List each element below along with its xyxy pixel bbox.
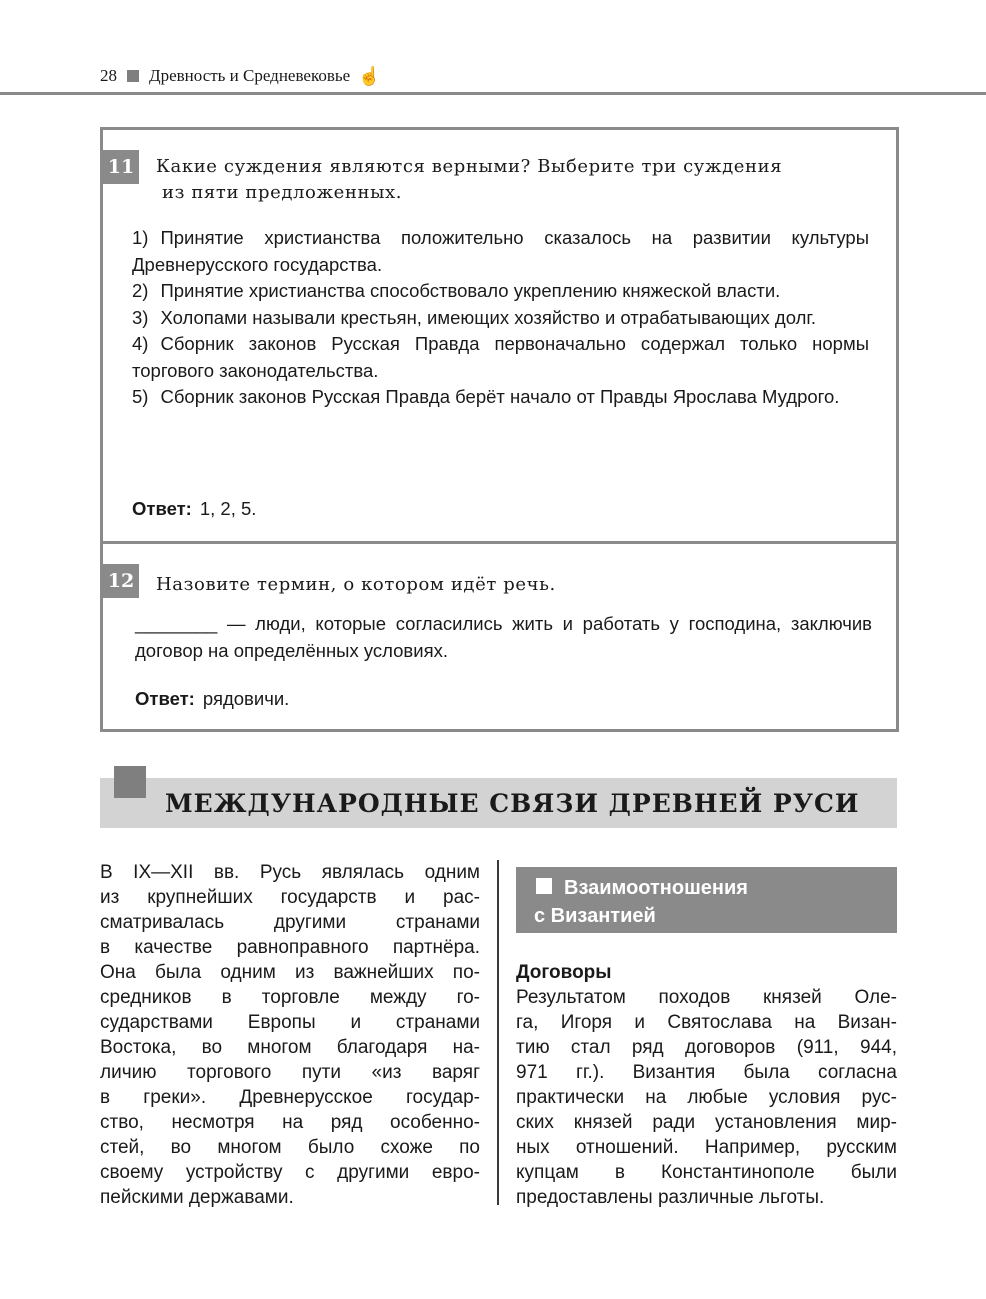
statement-item xyxy=(132,225,869,278)
answer-label: Ответ: xyxy=(135,688,195,709)
text-line: стей, во многом было схоже по xyxy=(100,1137,480,1158)
section-square-icon xyxy=(114,766,146,798)
task-question xyxy=(156,154,856,206)
text-line: ских князей ради установления мир- xyxy=(516,1112,897,1133)
item-text: Сборник законов Русская Правда берёт начало от Правды Ярослава Мудрого. xyxy=(160,386,840,407)
item-text: Принятие христианства положительно сказалось на развитии культуры Древнерусского государства. xyxy=(132,227,869,275)
text-line: ство, несмотря на ряд особенно- xyxy=(100,1112,480,1133)
page-number: 28 xyxy=(100,66,117,85)
text-line: в греки». Древнерусское государ- xyxy=(100,1087,480,1108)
square-marker-icon xyxy=(127,70,139,82)
text-line: сматривалась другими странами xyxy=(100,912,480,933)
text-line: Она была одним из важнейших по- xyxy=(100,962,480,983)
statement-item xyxy=(132,278,869,305)
statement-item xyxy=(132,384,869,411)
question-line-2: из пяти предложенных. xyxy=(162,182,403,203)
answer-label: Ответ: xyxy=(132,498,192,519)
subsection-heading-box xyxy=(516,867,897,933)
item-number: 5) xyxy=(132,386,149,407)
task-number-badge: 11 xyxy=(103,150,139,184)
text-line: личию торгового пути «из варяг xyxy=(100,1062,480,1083)
statement-item xyxy=(132,331,869,384)
text-line: ных отношений. Например, русским xyxy=(516,1137,897,1158)
text-line: своему устройству с другими евро- xyxy=(100,1162,480,1183)
task-number-badge: 12 xyxy=(103,564,139,598)
text-line: предоставлены различные льготы. xyxy=(516,1187,825,1208)
subsection-title-line-2: с Византией xyxy=(534,905,656,927)
header-section-title: Древность и Средневековье xyxy=(149,66,351,85)
task-11-box xyxy=(100,127,899,544)
task-question: Назовите термин, о котором идёт речь. xyxy=(156,574,556,595)
text-line: пейскими державами. xyxy=(100,1187,294,1208)
text-line: в качестве равноправного партнёра. xyxy=(100,937,480,958)
text-line: 971 гг.). Византия была согласна xyxy=(516,1062,897,1083)
running-header xyxy=(100,64,381,88)
text-line: Результатом походов князей Оле- xyxy=(516,987,897,1008)
statement-item xyxy=(132,305,869,332)
answer-value: 1, 2, 5. xyxy=(199,498,257,519)
text-line: тию стал ряд договоров (911, 944, xyxy=(516,1037,897,1058)
item-number: 3) xyxy=(132,306,149,328)
text-line: средников в торговле между го- xyxy=(100,987,480,1008)
text-line: купцам в Константинополе были xyxy=(516,1162,897,1183)
right-column-text xyxy=(516,960,897,1210)
column-divider xyxy=(497,860,499,1205)
header-divider xyxy=(0,92,986,95)
item-number: 2) xyxy=(132,280,149,301)
section-title: МЕЖДУНАРОДНЫЕ СВЯЗИ ДРЕВНЕЙ РУСИ xyxy=(165,789,860,818)
item-number: 1) xyxy=(132,227,149,248)
item-text: Принятие христианства способствовало укреплению княжеской власти. xyxy=(160,280,781,301)
blank-field: ________ xyxy=(135,613,218,634)
text-line: га, Игоря и Святослава на Визан- xyxy=(516,1012,897,1033)
text-line: Востока, во многом благодаря на- xyxy=(100,1037,480,1058)
pointing-hand-icon: ☝ xyxy=(358,65,381,86)
definition-body: — люди, которые согласились жить и работать у господина, заключив договор на определённых условиях. xyxy=(135,613,872,661)
answer-line xyxy=(135,688,289,710)
text-line: практически на любые условия рус- xyxy=(516,1087,897,1108)
item-text: Сборник законов Русская Правда первоначально содержал только нормы торгового законодательства. xyxy=(132,333,869,381)
item-number: 4) xyxy=(132,333,149,354)
task-12-box xyxy=(100,541,899,732)
statement-list xyxy=(132,225,869,411)
left-column-text xyxy=(100,860,480,1210)
paragraph-heading: Договоры xyxy=(516,962,612,983)
text-line: из крупнейших государств и рас- xyxy=(100,887,480,908)
text-line: сударствами Европы и странами xyxy=(100,1012,480,1033)
text-line: В IX—XII вв. Русь являлась одним xyxy=(100,862,480,883)
question-line-1: Какие суждения являются верными? Выберите три суждения xyxy=(156,156,783,177)
answer-line xyxy=(132,498,256,520)
subsection-title-line-1: Взаимоотношения xyxy=(564,877,748,899)
answer-value: рядовичи. xyxy=(202,688,290,709)
item-text: Холопами называли крестьян, имеющих хозяйство и отрабатывающих долг. xyxy=(160,306,817,328)
subsection-title xyxy=(534,874,748,930)
definition-text xyxy=(135,611,872,664)
